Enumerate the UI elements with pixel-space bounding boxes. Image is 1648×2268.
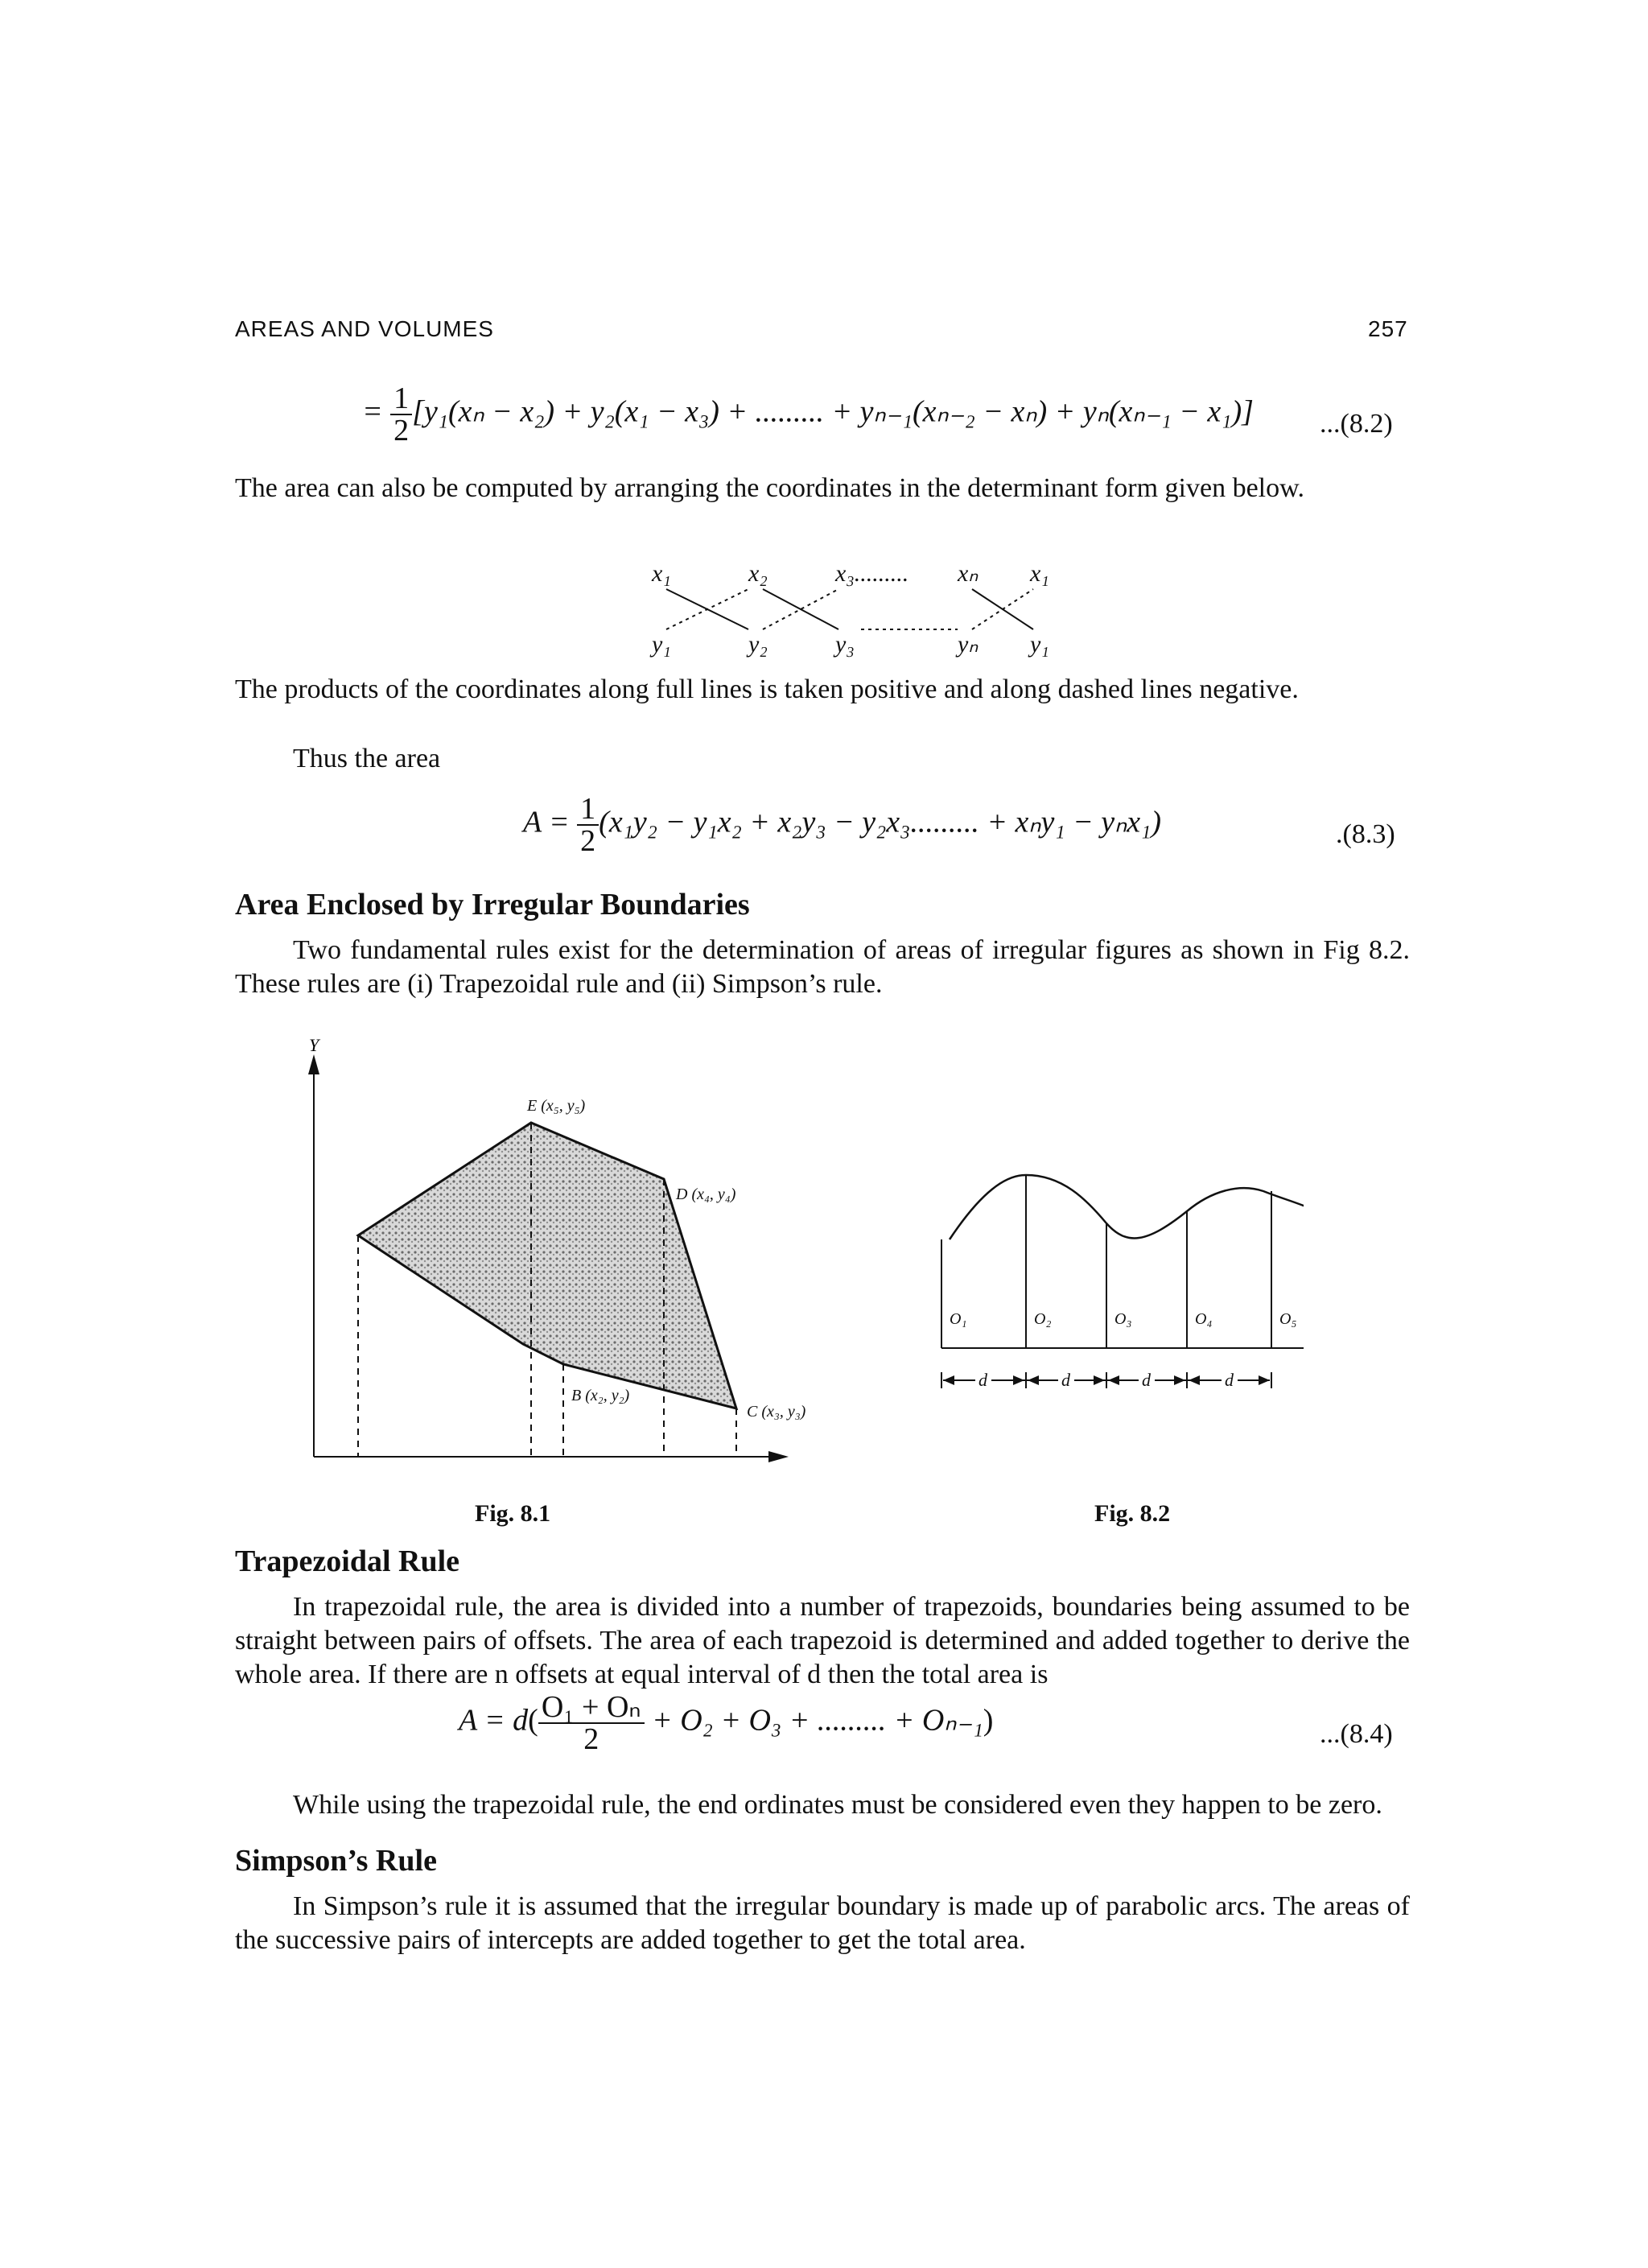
eq-8-3-fraction [577, 794, 599, 856]
determinant-diagram [628, 555, 1078, 668]
y-axis-arrow [308, 1054, 319, 1074]
fig-8-1-caption: Fig. 8.1 [475, 1500, 551, 1527]
interval-d-1: d [978, 1370, 987, 1390]
eq-8-3-expression: (x₁y₂ − y₁x₂ + x₂y₃ − y₂x₃......... + xₙy₁ − yₙx₁) [599, 805, 1161, 839]
heading-irregular-boundaries: Area Enclosed by Irregular Boundaries [235, 888, 750, 922]
det-x2: x₂ [748, 560, 768, 587]
paragraph-end-ordinates: While using the trapezoidal rule, the end ordinates must be considered even they happen to be zero. [293, 1790, 1382, 1820]
det-yn: yₙ [958, 631, 978, 658]
label-E: E (x₅, y₅) [527, 1097, 586, 1115]
det-x1-end: x₁ [1030, 560, 1049, 587]
equation-8-4-number: ...(8.4) [1320, 1719, 1393, 1749]
paragraph-products: The products of the coordinates along full lines is taken positive and along dashed lines negative. [235, 674, 1299, 704]
det-y1-end: y₁ [1030, 631, 1049, 658]
fig-8-2-caption: Fig. 8.2 [1094, 1500, 1171, 1527]
offset-O2: O₂ [1034, 1310, 1052, 1328]
label-D: D (x₄, y₄) [676, 1186, 736, 1203]
offset-O5: O₅ [1279, 1310, 1297, 1328]
equation-8-3-number: .(8.3) [1336, 819, 1395, 849]
eq-8-3-denominator: 2 [580, 824, 596, 858]
det-y2: y₂ [748, 631, 768, 658]
eq-8-3-lhs: A = [523, 805, 578, 839]
eq-8-2-denominator: 2 [393, 414, 410, 447]
running-header: AREAS AND VOLUMES [235, 316, 494, 341]
label-B: B (x₂, y₂) [571, 1387, 630, 1404]
irregular-polygon [358, 1123, 736, 1408]
det-x3: x₃......... [835, 560, 909, 587]
figure-8-2 [925, 1143, 1304, 1408]
equation-8-2 [362, 383, 1254, 446]
offset-O3: O₃ [1114, 1310, 1132, 1328]
eq-8-2-numerator: 1 [390, 383, 412, 415]
eq-8-4-numerator: O₁ + Oₙ [538, 1692, 645, 1724]
eq-8-4-expression: + O₂ + O₃ + ......... + Oₙ₋₁ [652, 1703, 983, 1738]
heading-simpsons-rule: Simpson’s Rule [235, 1844, 437, 1878]
eq-8-4-lhs: A = d [459, 1703, 529, 1738]
paragraph-determinant: The area can also be computed by arranging the coordinates in the determinant form given below. [235, 473, 1304, 503]
offset-O1: O₁ [950, 1310, 967, 1328]
equation-8-3 [523, 794, 1161, 856]
offset-O4: O₄ [1195, 1310, 1213, 1328]
paragraph-trapezoidal: In trapezoidal rule, the area is divided into a number of trapezoids, boundaries being assumed to be straight between pairs of offsets. The area of each trapezoid is determined and added together to derive the whole area. If there are n offsets at equal interval of d then the total area is [235, 1592, 1410, 1689]
page-number: 257 [1368, 316, 1408, 341]
heading-trapezoidal-rule: Trapezoidal Rule [235, 1544, 460, 1578]
eq-8-2-expression: [y₁(xₙ − x₂) + y₂(x₁ − x₃) + ......... + yₙ₋₁(xₙ₋₂ − xₙ) + yₙ(xₙ₋₁ − x₁)] [412, 394, 1254, 429]
equation-8-2-number: ...(8.2) [1320, 409, 1393, 439]
interval-d-4: d [1225, 1370, 1234, 1390]
det-x1: x₁ [652, 560, 671, 587]
eq-8-4-fraction [538, 1692, 645, 1755]
equation-8-4: A = d( $\frac{\text{O₁ + Oₙ}}{2}$ + O₂ + O₃ + ......... + Oₙ₋₁) [459, 1690, 994, 1756]
det-y1: y₁ [652, 631, 671, 658]
y-axis-label: Y [309, 1038, 319, 1055]
figure-8-1 [298, 1038, 813, 1489]
x-axis-arrow [768, 1451, 789, 1462]
interval-d-2: d [1061, 1370, 1070, 1390]
irregular-boundary [950, 1175, 1304, 1239]
det-y3: y₃ [835, 631, 855, 658]
det-xn: xₙ [958, 560, 978, 587]
interval-d-3: d [1142, 1370, 1151, 1390]
paragraph-irregular: Two fundamental rules exist for the determination of areas of irregular figures as shown in Fig 8.2. These rules are (i) Trapezoidal rule and (ii) Simpson’s rule. [235, 935, 1410, 999]
eq-8-4-denominator: 2 [583, 1722, 599, 1756]
eq-8-2-fraction [390, 383, 412, 446]
label-C: C (x₃, y₃) [747, 1403, 806, 1421]
eq-8-3-numerator: 1 [577, 794, 599, 826]
eq-8-2-lhs: = [362, 394, 391, 429]
paragraph-thus: Thus the area [293, 744, 441, 773]
paragraph-simpson: In Simpson’s rule it is assumed that the irregular boundary is made up of parabolic arcs. The areas of the successive pairs of intercepts are added together to get the total area. [235, 1891, 1410, 1955]
